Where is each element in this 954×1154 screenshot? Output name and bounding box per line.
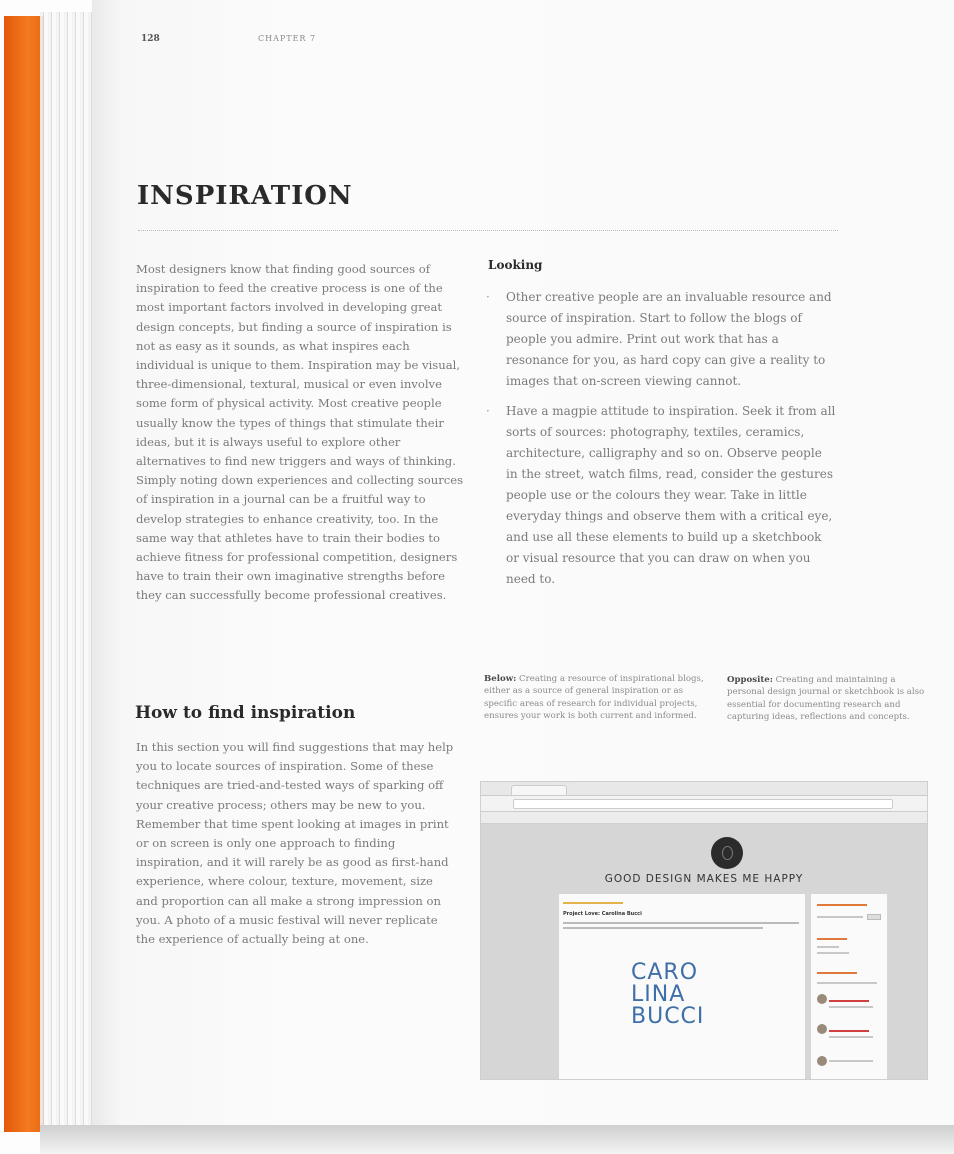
looking-bullet-list bbox=[484, 287, 836, 599]
caption-opposite bbox=[727, 674, 927, 724]
sidebar-text-line bbox=[817, 946, 839, 948]
sidebar-search-line bbox=[817, 916, 863, 918]
list-item bbox=[484, 287, 836, 392]
poster-artwork bbox=[631, 962, 731, 1028]
intro-paragraph: Most designers know that finding good sources of inspiration to feed the creative process is one of the most important factors involved in developing great design concepts, but finding a source of inspiration is not as easy as it sounds, as what inspires each individual is unique to them. Inspiration may be visual, three-dimensional, textural, musical or even involve some form of physical activity. Most creative people usually know the types of things that stimulate their ideas, but it is always useful to explore other alternatives to find new triggers and ways of thinking. Simply noting down experiences and collecting sources of inspiration in a journal can be a fruitful way to develop strategies to enhance creativity, too. In the same way that athletes have to train their bodies to achieve fitness for professional competition, designers have to train their own imaginative strengths before they can successfully become professional creatives. bbox=[136, 262, 464, 603]
list-item bbox=[484, 401, 836, 590]
looking-heading: Looking bbox=[488, 258, 543, 272]
sidebar-heading-line bbox=[817, 972, 857, 974]
sidebar-text-line bbox=[817, 952, 849, 954]
bullet-dot: · bbox=[486, 404, 490, 418]
browser-tab bbox=[511, 785, 567, 795]
page-number: 128 bbox=[141, 34, 160, 44]
sidebar-link-line bbox=[829, 1000, 869, 1002]
page-shadow bbox=[40, 1125, 954, 1154]
title-divider bbox=[138, 230, 838, 231]
sidebar-link-line bbox=[829, 1030, 869, 1032]
sidebar-search-button bbox=[867, 914, 881, 920]
bookmark-bar bbox=[481, 812, 927, 824]
post-meta-line bbox=[563, 902, 623, 904]
bullet-dot: · bbox=[486, 290, 490, 304]
bullet-text: Other creative people are an invaluable resource and source of inspiration. Start to follow the blogs of people you admire. Print out work that has a resonance for you, as hard copy can give a reality to images that on-screen viewing cannot. bbox=[506, 290, 832, 388]
site-name: GOOD DESIGN MAKES ME HAPPY bbox=[604, 873, 804, 885]
sidebar-text-line bbox=[817, 982, 877, 984]
poster-line: CARO bbox=[631, 960, 699, 985]
page-title: INSPIRATION bbox=[137, 181, 353, 211]
caption-opposite-label: Opposite: bbox=[727, 675, 773, 685]
browser-tab-bar bbox=[481, 782, 927, 796]
sidebar-text-line bbox=[829, 1006, 873, 1008]
caption-below bbox=[484, 673, 712, 723]
how-to-paragraph: In this section you will find suggestions that may help you to locate sources of inspiration. Some of these techniques are tried-and-tested ways of sparking off your creative process; others may be new to you. Remember that time spent looking at images in print or on screen is only one approach to finding inspiration, and it will rarely be as good as first-hand experience, where colour, texture, movement, size and proportion can all make a strong impression on you. A photo of a music festival will never replicate the experience of actually being at one. bbox=[136, 740, 454, 947]
how-to-heading: How to find inspiration bbox=[135, 703, 356, 723]
poster-line: LINA bbox=[631, 982, 686, 1007]
avatar bbox=[817, 1024, 827, 1034]
post-text-line bbox=[563, 927, 763, 929]
address-field bbox=[513, 799, 893, 809]
sidebar-text-line bbox=[829, 1036, 873, 1038]
caption-opposite-text: Creating and maintaining a personal design journal or sketchbook is also essential for documenting research and capturing ideas, reflections and concepts. bbox=[727, 675, 925, 723]
sidebar-text-line bbox=[829, 1060, 873, 1062]
sidebar-heading-line bbox=[817, 938, 847, 940]
caption-below-text: Creating a resource of inspirational blogs, either as a source of general inspiration or as specific areas of research for individual projects, ensures your work is both current and informed. bbox=[484, 674, 704, 722]
sidebar-heading-line bbox=[817, 904, 867, 906]
bullet-text: Have a magpie attitude to inspiration. Seek it from all sorts of sources: photography, textiles, ceramics, architecture, calligraphy and so on. Observe people in the street, watch films, read, consider the gestures people use or the colours they wear. Take in little everyday things and observe them with a critical eye, and use all these elements to build up a sketchbook or visual resource that you can draw on when you need to. bbox=[506, 404, 836, 586]
blog-screenshot-figure bbox=[480, 781, 928, 1080]
chapter-label: CHAPTER 7 bbox=[258, 34, 317, 43]
post-text-line bbox=[563, 922, 799, 924]
avatar bbox=[817, 1056, 827, 1066]
book-cover-edge bbox=[4, 16, 44, 1132]
caption-below-label: Below: bbox=[484, 674, 517, 684]
blog-sidebar bbox=[811, 894, 887, 1080]
avatar bbox=[817, 994, 827, 1004]
browser-address-bar bbox=[481, 796, 927, 812]
post-title: Project Love: Carolina Bucci bbox=[563, 911, 642, 917]
site-logo-icon bbox=[711, 837, 743, 869]
page-edges bbox=[40, 12, 100, 1136]
poster-line: BUCCI bbox=[631, 1004, 705, 1029]
